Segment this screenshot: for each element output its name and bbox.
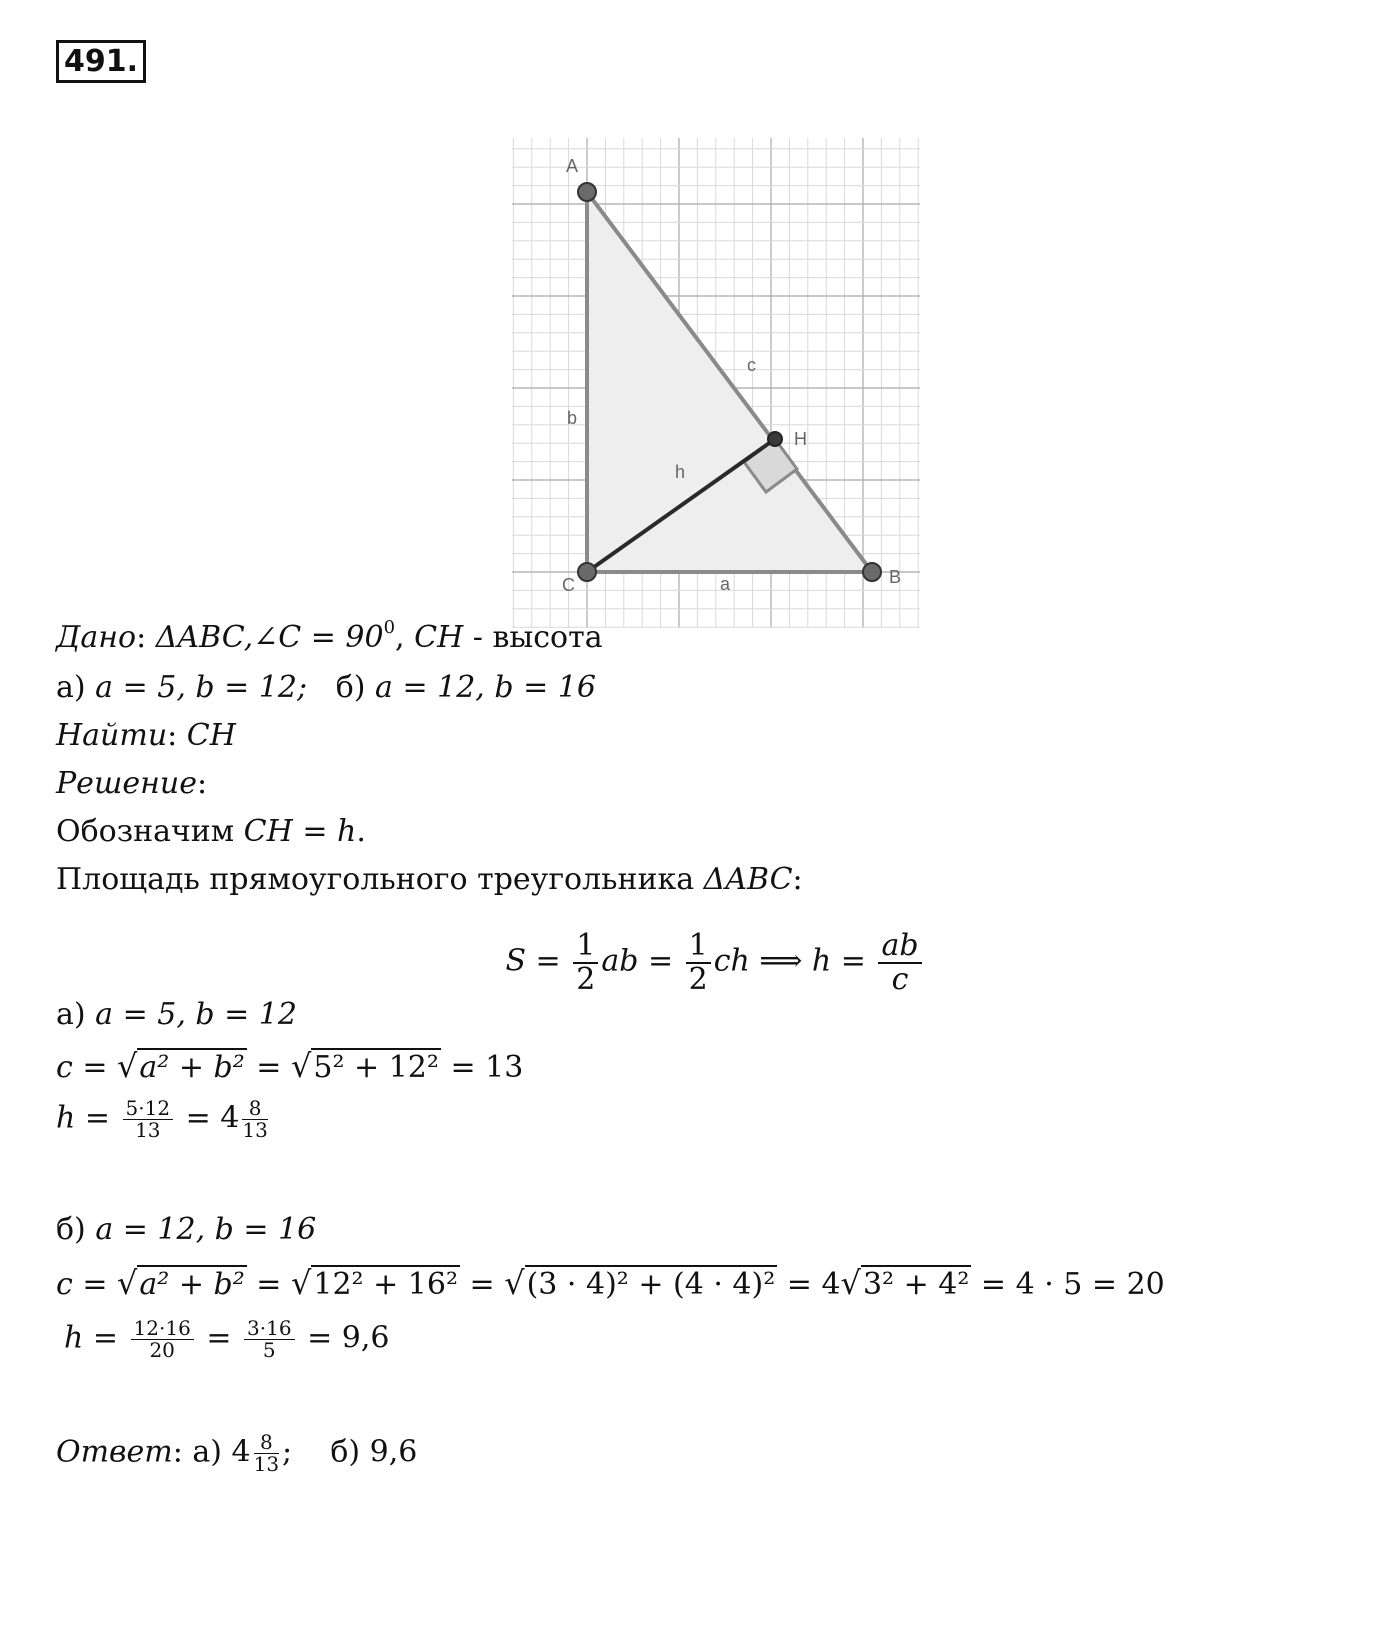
given-height-word: - высота	[463, 620, 603, 655]
part-a-sqrt-2: √5² + 12²	[290, 1047, 439, 1085]
label-C: C	[562, 575, 575, 595]
answer-label: Ответ	[56, 1434, 173, 1470]
point-A	[578, 183, 596, 201]
find-value: CH	[186, 718, 236, 753]
part-a-c-line	[56, 1046, 523, 1088]
notation-dot: .	[356, 814, 366, 849]
case-b-values: a = 12, b = 16	[375, 670, 596, 705]
label-side-h: h	[675, 462, 686, 482]
area-formula	[0, 930, 1400, 995]
part-a-eq: =	[246, 1050, 291, 1085]
cases-line	[56, 668, 596, 708]
answer-a-prefix: а) 4	[192, 1434, 251, 1470]
part-b-h-frac-1: $\frac{12\cdot 16}{20}$	[131, 1318, 194, 1361]
part-b-c-line	[56, 1263, 1165, 1305]
area-expr: ΔABC	[703, 862, 793, 897]
triangle-diagram	[512, 138, 920, 628]
part-b-eq3: = 4	[777, 1267, 841, 1302]
part-b-h-result: = 9,6	[297, 1320, 390, 1356]
case-a-values: a = 5, b = 12;	[95, 670, 308, 705]
part-a-expr: a = 5, b = 12	[95, 997, 297, 1032]
formula-ch: ch ⟹ h =	[713, 943, 876, 979]
case-a-prefix: а)	[56, 670, 96, 705]
label-side-a: a	[720, 574, 731, 594]
part-a-c-eq: c =	[56, 1050, 118, 1085]
find-sep: :	[167, 718, 178, 753]
solution-label: Решение	[56, 766, 197, 801]
label-B: B	[889, 567, 902, 587]
part-b-c-result: = 4 · 5 = 20	[971, 1267, 1165, 1302]
given-height-name: CH	[414, 620, 464, 655]
part-b-h-frac-2: $\frac{3\cdot 16}{5}$	[244, 1318, 295, 1361]
given-sep: :	[136, 620, 147, 655]
part-b-sqrt-1: √a² + b²	[117, 1264, 245, 1302]
part-a-h-line	[56, 1098, 271, 1141]
part-a-c-result: = 13	[440, 1050, 524, 1085]
area-text: Площадь прямоугольного треугольника	[56, 862, 704, 897]
part-b-sqrt-3: √(3 · 4)² + (4 · 4)²	[504, 1264, 776, 1302]
part-b-h-eq: h =	[64, 1320, 128, 1356]
part-a-h-eq: h =	[56, 1100, 120, 1136]
part-b-eq1: =	[246, 1267, 291, 1302]
part-a-prefix: а)	[56, 997, 96, 1032]
notation-text: Обозначим	[56, 814, 244, 849]
given-degree: 0	[383, 617, 396, 638]
formula-ab-over-c: $\frac{ab}{c}$	[878, 930, 921, 995]
part-b-c-eq: c =	[56, 1267, 118, 1302]
find-label: Найти	[56, 718, 168, 753]
label-side-b: b	[567, 408, 578, 428]
solution-line	[56, 764, 207, 804]
label-H: H	[794, 429, 807, 449]
part-b-sqrt-4: √3² + 4²	[840, 1264, 970, 1302]
formula-half-1: $\frac{1}{2}$	[573, 930, 598, 995]
case-b-prefix: б)	[335, 670, 376, 705]
given-line	[56, 618, 603, 658]
given-comma: ,	[395, 620, 405, 655]
label-side-c: c	[747, 355, 756, 375]
part-a-h-mid: = 4	[176, 1100, 240, 1136]
area-colon: :	[792, 862, 803, 897]
answer-sep: :	[172, 1434, 193, 1470]
part-b-eq2: =	[459, 1267, 505, 1302]
point-B	[863, 563, 881, 581]
part-a-h-frac: $\frac{5\cdot 12}{13}$	[123, 1098, 174, 1141]
answer-line	[56, 1432, 417, 1475]
label-A: A	[566, 156, 579, 176]
part-b-eq4: =	[196, 1320, 242, 1356]
find-line	[56, 716, 236, 756]
notation-line	[56, 812, 366, 852]
point-H	[768, 432, 782, 446]
part-a-sqrt-1: √a² + b²	[117, 1047, 245, 1085]
given-label: Дано	[56, 620, 137, 655]
notation-expr: CH = h	[243, 814, 357, 849]
answer-a-frac: $\frac{8}{13}$	[253, 1430, 280, 1476]
problem-number: 491.	[56, 40, 146, 83]
area-line	[56, 860, 803, 900]
part-b-h-line	[64, 1318, 389, 1361]
answer-semi: ;	[282, 1434, 293, 1470]
part-a-h-mixed-frac: $\frac{8}{13}$	[242, 1096, 268, 1142]
solution-sep: :	[196, 766, 208, 801]
part-b-header	[56, 1210, 316, 1250]
point-C	[578, 563, 596, 581]
part-b-expr: a = 12, b = 16	[95, 1212, 317, 1247]
formula-ab: ab =	[601, 943, 683, 979]
given-triangle: ΔABC,∠C = 90	[155, 620, 384, 655]
answer-b: б) 9,6	[330, 1434, 418, 1470]
part-a-header	[56, 995, 297, 1035]
part-b-prefix: б)	[56, 1212, 96, 1247]
formula-s-eq: S =	[505, 943, 571, 979]
triangle-figure	[512, 138, 920, 628]
formula-half-2: $\frac{1}{2}$	[686, 930, 711, 995]
part-b-sqrt-2: √12² + 16²	[290, 1264, 458, 1302]
